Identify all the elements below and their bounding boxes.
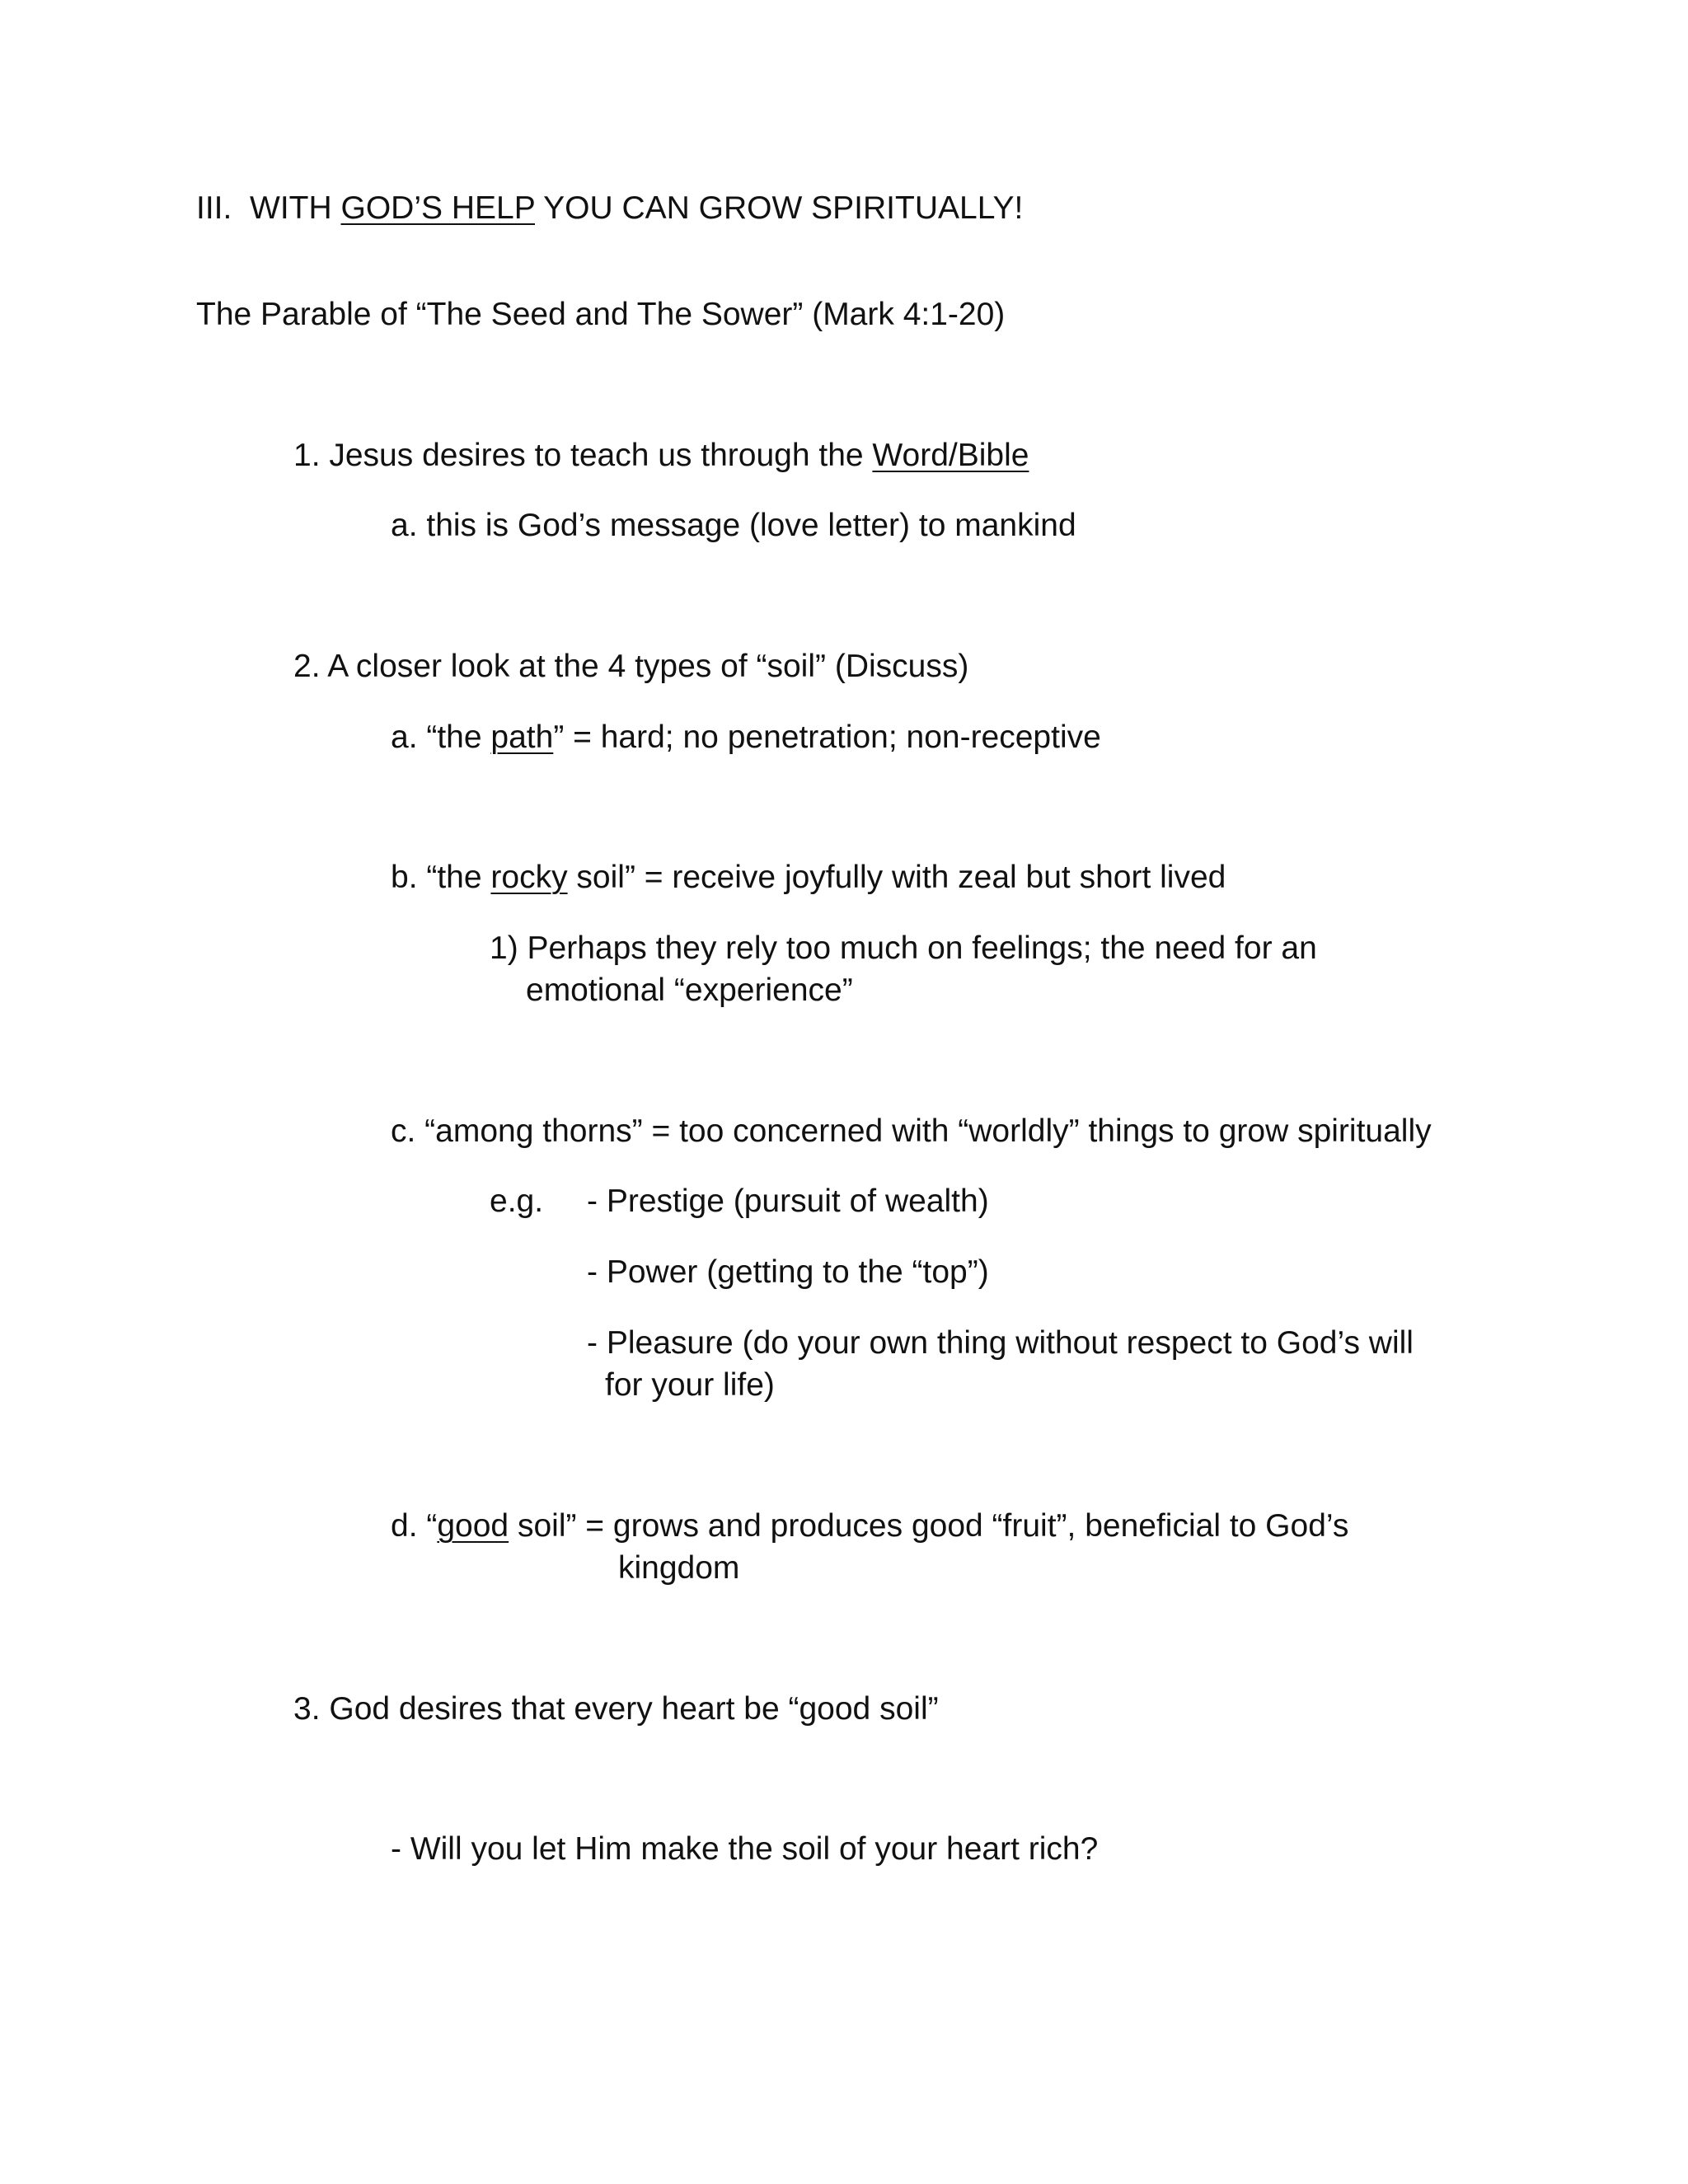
sub-d-line-2: kingdom xyxy=(618,1550,740,1586)
point-2-sub-d xyxy=(391,1510,1348,1542)
example-power: - Power (getting to the “top”) xyxy=(587,1254,989,1290)
sub-a-underlined: path xyxy=(490,719,554,755)
sub-d-prefix: d. “ xyxy=(391,1508,438,1544)
eg-label: e.g. xyxy=(490,1183,544,1219)
sub-b-note-line-1: 1) Perhaps they rely too much on feelings; the need for an xyxy=(490,930,1317,966)
example-pleasure-line-2: for your life) xyxy=(605,1367,775,1403)
point-2-sub-a xyxy=(391,721,1101,753)
heading-suffix: YOU CAN GROW SPIRITUALLY! xyxy=(535,190,1024,226)
point-2-sub-c: c. “among thorns” = too concerned with “worldly” things to grow spiritually xyxy=(391,1113,1432,1149)
point-1-underlined: Word/Bible xyxy=(872,438,1029,473)
sub-d-suffix: soil” = grows and produces good “fruit”, beneficial to God’s xyxy=(509,1508,1349,1544)
sub-a-suffix: ” = hard; no penetration; non-receptive xyxy=(553,719,1101,755)
parable-subtitle: The Parable of “The Seed and The Sower” (Mark 4:1-20) xyxy=(196,297,1006,332)
point-1-sub-a: a. this is God’s message (love letter) to mankind xyxy=(391,508,1076,543)
example-pleasure: - Pleasure (do your own thing without respect to God’s will xyxy=(587,1325,1414,1361)
point-2: 2. A closer look at the 4 types of “soil” (Discuss) xyxy=(293,649,969,684)
sub-a-prefix: a. “the xyxy=(391,719,491,755)
point-1 xyxy=(293,439,1029,471)
sub-b-underlined: rocky xyxy=(490,860,568,895)
sub-b-note-line-2: emotional “experience” xyxy=(526,972,853,1008)
sub-b-suffix: soil” = receive joyfully with zeal but short lived xyxy=(567,860,1226,895)
sub-b-prefix: b. “the xyxy=(391,860,491,895)
point-3: 3. God desires that every heart be “good soil” xyxy=(293,1691,939,1727)
point-1-text: 1. Jesus desires to teach us through the xyxy=(293,438,873,473)
section-heading xyxy=(196,192,1023,224)
sub-d-underlined: good xyxy=(437,1508,509,1544)
example-prestige: - Prestige (pursuit of wealth) xyxy=(587,1183,989,1219)
heading-prefix: III. WITH xyxy=(196,190,341,226)
closing-question: - Will you let Him make the soil of your heart rich? xyxy=(391,1831,1099,1867)
heading-underlined-phrase: GOD’S HELP xyxy=(340,190,536,226)
point-2-sub-b xyxy=(391,861,1226,893)
